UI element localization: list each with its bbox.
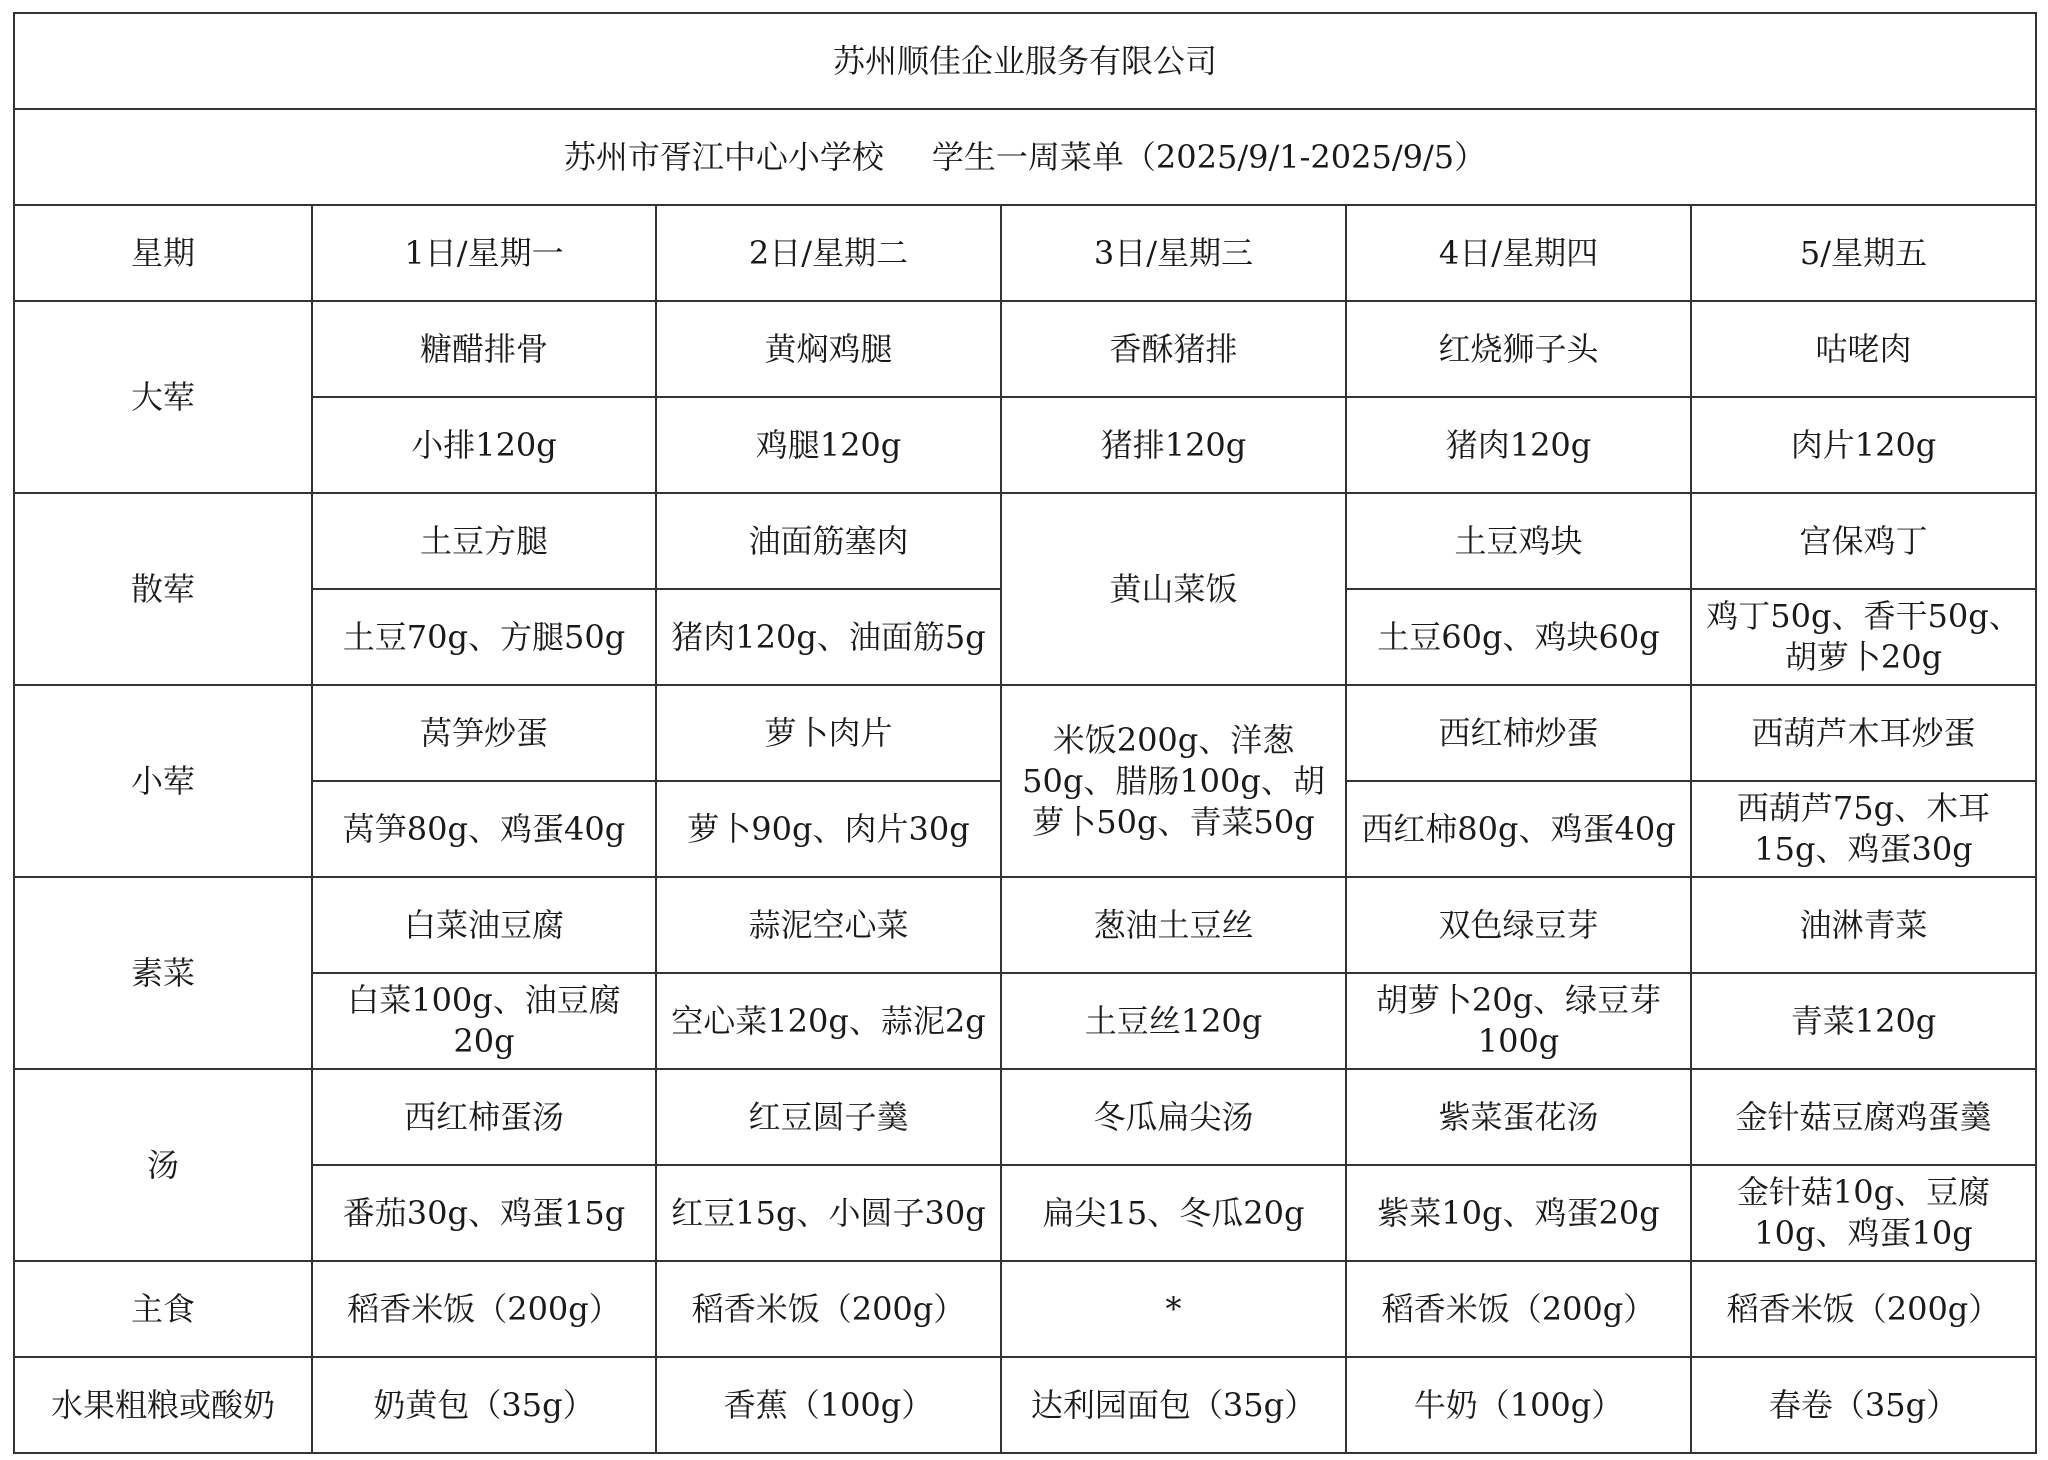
ingredient-cell: 金针菇10g、豆腐10g、鸡蛋10g (1691, 1165, 2036, 1261)
ingredient-cell: 猪肉120g (1346, 397, 1691, 493)
soup-dish-row (14, 1069, 2036, 1165)
day-header: 4日/星期四 (1346, 205, 1691, 301)
category-label-half-meat: 散荤 (14, 493, 312, 685)
dish-cell: 土豆方腿 (312, 493, 656, 589)
dish-cell: 红豆圆子羹 (656, 1069, 1001, 1165)
ingredient-cell: 猪排120g (1001, 397, 1346, 493)
staple-row (14, 1261, 2036, 1357)
dish-cell-merged: 米饭200g、洋葱50g、腊肠100g、胡萝卜50g、青菜50g (1001, 685, 1346, 877)
ingredient-cell: 紫菜10g、鸡蛋20g (1346, 1165, 1691, 1261)
snack-cell: 奶黄包（35g） (312, 1357, 656, 1453)
dish-cell: 双色绿豆芽 (1346, 877, 1691, 973)
day-header: 2日/星期二 (656, 205, 1001, 301)
day-header: 1日/星期一 (312, 205, 656, 301)
dish-cell: 糖醋排骨 (312, 301, 656, 397)
dish-cell: 莴笋炒蛋 (312, 685, 656, 781)
dish-cell: 咕咾肉 (1691, 301, 2036, 397)
ingredient-cell: 土豆60g、鸡块60g (1346, 589, 1691, 685)
snack-cell: 达利园面包（35g） (1001, 1357, 1346, 1453)
menu-subtitle (14, 109, 2036, 205)
dish-cell: 油面筋塞肉 (656, 493, 1001, 589)
dish-cell: 紫菜蛋花汤 (1346, 1069, 1691, 1165)
ingredient-cell: 土豆70g、方腿50g (312, 589, 656, 685)
ingredient-cell: 猪肉120g、油面筋5g (656, 589, 1001, 685)
dish-cell: 冬瓜扁尖汤 (1001, 1069, 1346, 1165)
vegetable-ingredient-row (14, 973, 2036, 1069)
dish-cell: 土豆鸡块 (1346, 493, 1691, 589)
snack-row (14, 1357, 2036, 1453)
dish-cell: 香酥猪排 (1001, 301, 1346, 397)
weekly-menu-table (13, 12, 2037, 1454)
snack-cell: 春卷（35g） (1691, 1357, 2036, 1453)
subtitle-row (14, 109, 2036, 205)
day-header: 5/星期五 (1691, 205, 2036, 301)
ingredient-cell: 鸡腿120g (656, 397, 1001, 493)
category-label-staple: 主食 (14, 1261, 312, 1357)
ingredient-cell: 青菜120g (1691, 973, 2036, 1069)
dish-cell: 萝卜肉片 (656, 685, 1001, 781)
dish-cell: 黄焖鸡腿 (656, 301, 1001, 397)
snack-cell: 牛奶（100g） (1346, 1357, 1691, 1453)
day-header: 3日/星期三 (1001, 205, 1346, 301)
small-meat-dish-row (14, 685, 2036, 781)
soup-ingredient-row (14, 1165, 2036, 1261)
half-meat-dish-row (14, 493, 2036, 589)
big-meat-ingredient-row (14, 397, 2036, 493)
dish-cell: 葱油土豆丝 (1001, 877, 1346, 973)
category-label-big-meat: 大荤 (14, 301, 312, 493)
dish-cell: 金针菇豆腐鸡蛋羹 (1691, 1069, 2036, 1165)
dish-cell: 西葫芦木耳炒蛋 (1691, 685, 2036, 781)
category-label-vegetable: 素菜 (14, 877, 312, 1069)
ingredient-cell: 肉片120g (1691, 397, 2036, 493)
ingredient-cell: 西葫芦75g、木耳15g、鸡蛋30g (1691, 781, 2036, 877)
ingredient-cell: 鸡丁50g、香干50g、胡萝卜20g (1691, 589, 2036, 685)
ingredient-cell: 莴笋80g、鸡蛋40g (312, 781, 656, 877)
header-row (14, 205, 2036, 301)
weekday-header-label: 星期 (14, 205, 312, 301)
category-label-soup: 汤 (14, 1069, 312, 1261)
staple-cell: 稻香米饭（200g） (1346, 1261, 1691, 1357)
dish-cell: 白菜油豆腐 (312, 877, 656, 973)
dish-cell: 西红柿蛋汤 (312, 1069, 656, 1165)
ingredient-cell: 扁尖15、冬瓜20g (1001, 1165, 1346, 1261)
ingredient-cell: 土豆丝120g (1001, 973, 1346, 1069)
menu-title: 学生一周菜单（2025/9/1-2025/9/5） (931, 137, 1487, 176)
school-name: 苏州市胥江中心小学校 (563, 137, 884, 176)
ingredient-cell: 空心菜120g、蒜泥2g (656, 973, 1001, 1069)
snack-cell: 香蕉（100g） (656, 1357, 1001, 1453)
staple-cell: 稻香米饭（200g） (1691, 1261, 2036, 1357)
ingredient-cell: 番茄30g、鸡蛋15g (312, 1165, 656, 1261)
staple-cell: * (1001, 1261, 1346, 1357)
dish-cell-merged: 黄山菜饭 (1001, 493, 1346, 685)
ingredient-cell: 胡萝卜20g、绿豆芽100g (1346, 973, 1691, 1069)
ingredient-cell: 小排120g (312, 397, 656, 493)
ingredient-cell: 白菜100g、油豆腐20g (312, 973, 656, 1069)
dish-cell: 蒜泥空心菜 (656, 877, 1001, 973)
dish-cell: 红烧狮子头 (1346, 301, 1691, 397)
staple-cell: 稻香米饭（200g） (656, 1261, 1001, 1357)
ingredient-cell: 西红柿80g、鸡蛋40g (1346, 781, 1691, 877)
category-label-snack: 水果粗粮或酸奶 (14, 1357, 312, 1453)
dish-cell: 西红柿炒蛋 (1346, 685, 1691, 781)
company-name: 苏州顺佳企业服务有限公司 (14, 13, 2036, 109)
ingredient-cell: 红豆15g、小圆子30g (656, 1165, 1001, 1261)
ingredient-cell: 萝卜90g、肉片30g (656, 781, 1001, 877)
dish-cell: 宫保鸡丁 (1691, 493, 2036, 589)
title-row (14, 13, 2036, 109)
big-meat-dish-row (14, 301, 2036, 397)
category-label-small-meat: 小荤 (14, 685, 312, 877)
vegetable-dish-row (14, 877, 2036, 973)
staple-cell: 稻香米饭（200g） (312, 1261, 656, 1357)
dish-cell: 油淋青菜 (1691, 877, 2036, 973)
